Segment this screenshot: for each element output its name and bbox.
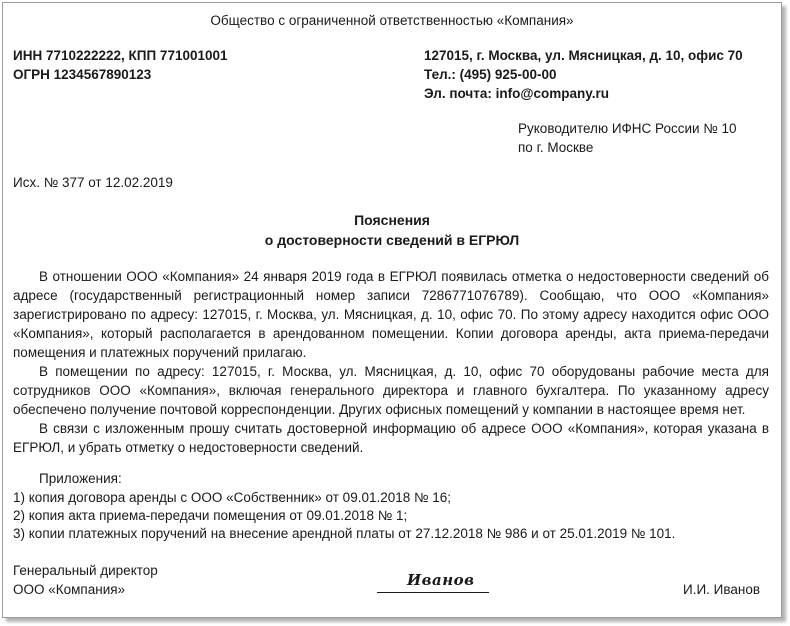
ogrn: ОГРН 1234567890123 bbox=[13, 67, 152, 82]
attachment-item: 1) копия договора аренды с ООО «Собственник» от 09.01.2018 № 16; bbox=[13, 490, 451, 505]
paragraph-3: В связи с изложенным прошу считать достоверной информацию об адресе ООО «Компания», которая указана в ЕГРЮЛ, и убрать отметку о недостоверности сведений. bbox=[13, 421, 769, 455]
doc-title: Пояснения bbox=[354, 212, 430, 228]
signature-line bbox=[377, 592, 489, 593]
company-email: Эл. почта: info@company.ru bbox=[424, 86, 610, 101]
doc-subtitle: о достоверности сведений в ЕГРЮЛ bbox=[264, 232, 520, 248]
handwritten-signature: Иванов bbox=[407, 571, 475, 589]
signer-position: Генеральный директор bbox=[13, 563, 158, 578]
signer-org: ООО «Компания» bbox=[13, 582, 126, 597]
signer-name: И.И. Иванов bbox=[683, 582, 761, 597]
addressee-line1: Руководителю ИФНС России № 10 bbox=[518, 121, 737, 136]
company-header: Общество с ограниченной ответственностью «Компания» bbox=[210, 13, 574, 28]
outgoing-ref: Исх. № 377 от 12.02.2019 bbox=[13, 175, 173, 190]
inn-kpp: ИНН 7710222222, КПП 771001001 bbox=[13, 48, 228, 63]
document-page bbox=[2, 2, 782, 618]
paragraph-2: В помещении по адресу: 127015, г. Москва, ул. Мясницкая, д. 10, офис 70 оборудованы рабочие места для сотрудников ООО «Компания», включая генерального директора и главного бухгалтера. По указанному адресу обеспечено получение почтовой корреспонденции. Других офисных помещений у компании в настоящее время нет. bbox=[13, 364, 769, 417]
attachment-item: 3) копии платежных поручений на внесение арендной платы от 27.12.2018 № 986 и от 25.01.2019 № 101. bbox=[13, 526, 676, 541]
company-phone: Тел.: (495) 925-00-00 bbox=[424, 67, 557, 82]
attachment-item: 2) копия акта приема-передачи помещения от 09.01.2018 № 1; bbox=[13, 508, 408, 523]
addressee-line2: по г. Москве bbox=[518, 140, 594, 155]
paragraph-1: В отношении ООО «Компания» 24 января 2019 года в ЕГРЮЛ появилась отметка о недостоверности сведений об адресе (государственный регистрационный номер записи 7286771076789). Сообщаю, что ООО «Компания» зарегистрировано по адресу: 127015, г. Москва, ул. Мясницкая, д. 10, офис 70. По этому адресу находится офис ООО «Компания», который располагается в арендованном помещении. Копии договора аренды, акта приема-передачи помещения и платежных поручений прилагаю. bbox=[13, 269, 769, 360]
company-address: 127015, г. Москва, ул. Мясницкая, д. 10, офис 70 bbox=[424, 48, 743, 63]
attachments-heading: Приложения: bbox=[39, 471, 122, 486]
